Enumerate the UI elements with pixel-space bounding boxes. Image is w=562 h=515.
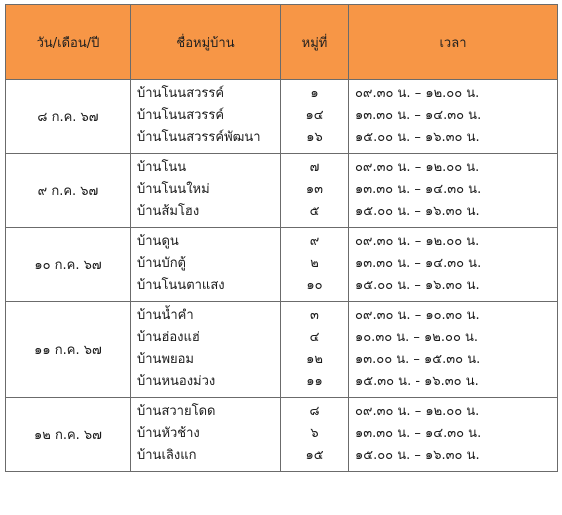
time-range: ๑๕.๐๐ น. – ๑๖.๓๐ น. — [355, 448, 480, 463]
village-name: บ้านโนนตาแสง — [137, 278, 225, 293]
table-row — [6, 398, 558, 472]
header-row — [6, 5, 558, 80]
moo-number-cell — [281, 154, 349, 228]
village-name: บ้านบักตู้ — [137, 256, 187, 271]
time-range: ๑๕.๐๐ น. – ๑๖.๓๐ น. — [355, 130, 480, 145]
time-range: ๑๕.๓๐ น. - ๑๖.๓๐ น. — [355, 374, 479, 389]
moo-number: ๕ — [309, 204, 320, 219]
moo-number: ๑๑ — [306, 374, 323, 389]
moo-number: ๑๒ — [306, 352, 323, 367]
moo-number: ๑๔ — [305, 108, 324, 123]
table-row — [6, 154, 558, 228]
village-name: บ้านน้ำคำ — [137, 308, 194, 323]
village-name: บ้านสวายโดด — [137, 404, 216, 419]
village-name: บ้านฮ่องแฮ่ — [137, 330, 200, 345]
village-name-cell — [131, 154, 281, 228]
moo-number: ๔ — [309, 330, 320, 345]
time-range: ๑๕.๐๐ น. – ๑๖.๓๐ น. — [355, 204, 480, 219]
time-range-cell — [349, 398, 558, 472]
village-name-cell — [131, 302, 281, 398]
date-cell: ๑๒ ก.ค. ๖๗ — [6, 398, 131, 472]
moo-number: ๖ — [310, 426, 319, 441]
village-name: บ้านดูน — [137, 234, 179, 249]
village-name: บ้านโนนสวรรค์ — [137, 108, 225, 123]
header-date: วัน/เดือน/ปี — [6, 5, 131, 80]
village-name: บ้านพยอม — [137, 352, 195, 367]
schedule-table — [5, 4, 558, 472]
header-village: ชื่อหมู่บ้าน — [131, 5, 281, 80]
moo-number: ๑ — [310, 86, 319, 101]
header-time: เวลา — [349, 5, 558, 80]
time-range: ๑๓.๓๐ น. – ๑๔.๓๐ น. — [355, 108, 482, 123]
moo-number-cell — [281, 398, 349, 472]
village-name: บ้านโนน — [137, 160, 187, 175]
time-range: ๐๙.๓๐ น. – ๑๒.๐๐ น. — [355, 404, 480, 419]
village-name: บ้านเลิงแก — [137, 448, 197, 463]
village-name: บ้านส้มโฮง — [137, 204, 200, 219]
time-range: ๐๙.๓๐ น. – ๑๒.๐๐ น. — [355, 86, 480, 101]
village-name: บ้านโนนใหม่ — [137, 182, 210, 197]
time-range: ๐๙.๓๐ น. – ๑๒.๐๐ น. — [355, 234, 480, 249]
time-range: ๑๓.๐๐ น. – ๑๕.๓๐ น. — [355, 352, 481, 367]
village-name-cell — [131, 398, 281, 472]
moo-number-cell — [281, 80, 349, 154]
moo-number: ๑๓ — [305, 182, 324, 197]
time-range: ๑๓.๓๐ น. – ๑๔.๓๐ น. — [355, 256, 482, 271]
schedule-body — [6, 80, 558, 472]
moo-number: ๑๕ — [305, 448, 324, 463]
moo-number: ๓ — [310, 308, 319, 323]
table-row — [6, 302, 558, 398]
time-range: ๑๐.๓๐ น. – ๑๒.๐๐ น. — [355, 330, 479, 345]
village-name-cell — [131, 228, 281, 302]
date-cell: ๘ ก.ค. ๖๗ — [6, 80, 131, 154]
table-row — [6, 80, 558, 154]
village-name: บ้านโนนสวรรค์พัฒนา — [137, 130, 261, 145]
village-name: บ้านโนนสวรรค์ — [137, 86, 225, 101]
date-cell: ๙ ก.ค. ๖๗ — [6, 154, 131, 228]
village-name-cell — [131, 80, 281, 154]
moo-number-cell — [281, 302, 349, 398]
header-moo: หมู่ที่ — [281, 5, 349, 80]
date-cell: ๑๑ ก.ค. ๖๗ — [6, 302, 131, 398]
time-range: ๐๙.๓๐ น. – ๑๒.๐๐ น. — [355, 160, 480, 175]
time-range: ๑๓.๓๐ น. – ๑๔.๓๐ น. — [355, 182, 482, 197]
moo-number: ๑๖ — [306, 130, 323, 145]
time-range-cell — [349, 154, 558, 228]
moo-number: ๒ — [310, 256, 319, 271]
moo-number: ๗ — [309, 160, 320, 175]
time-range: ๐๙.๓๐ น. – ๑๐.๓๐ น. — [355, 308, 480, 323]
village-name: บ้านหนองม่วง — [137, 374, 216, 389]
moo-number-cell — [281, 228, 349, 302]
moo-number: ๑๐ — [306, 278, 323, 293]
time-range: ๑๓.๓๐ น. – ๑๔.๓๐ น. — [355, 426, 482, 441]
time-range-cell — [349, 302, 558, 398]
time-range-cell — [349, 80, 558, 154]
time-range-cell — [349, 228, 558, 302]
moo-number: ๘ — [309, 404, 320, 419]
time-range: ๑๕.๐๐ น. – ๑๖.๓๐ น. — [355, 278, 480, 293]
moo-number: ๙ — [309, 234, 320, 249]
table-row — [6, 228, 558, 302]
village-name: บ้านหัวช้าง — [137, 426, 200, 441]
date-cell: ๑๐ ก.ค. ๖๗ — [6, 228, 131, 302]
